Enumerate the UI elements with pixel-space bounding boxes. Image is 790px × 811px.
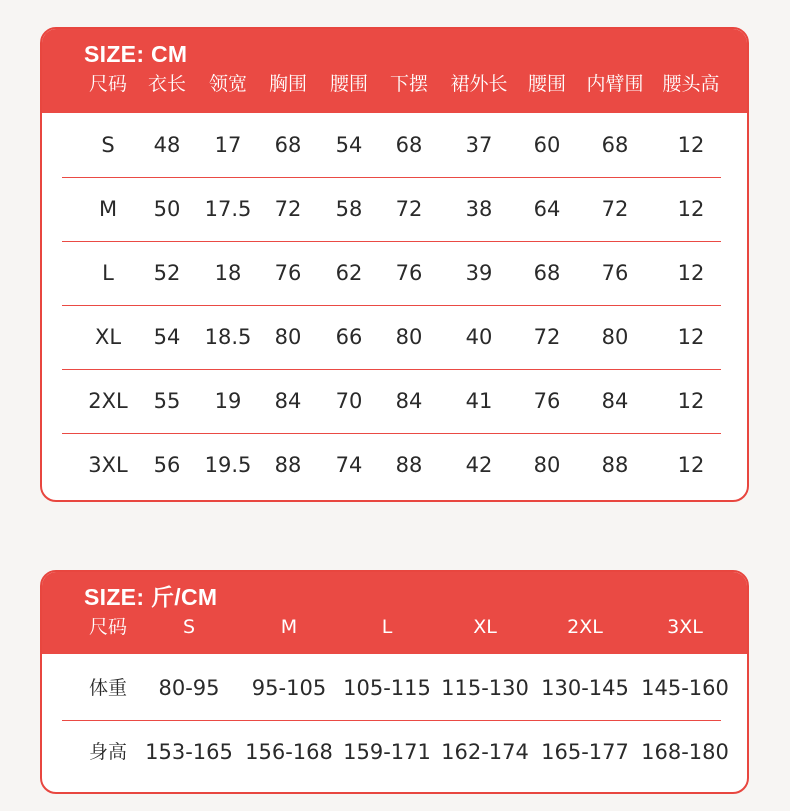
table-cell: 17.5 xyxy=(204,197,252,221)
table-cell: 72 xyxy=(601,197,629,221)
table-cell: 76 xyxy=(601,261,629,285)
table-cell: 12 xyxy=(677,325,705,349)
table-cell: 76 xyxy=(395,261,423,285)
table-cell: 12 xyxy=(677,133,705,157)
size-chart-cm-header xyxy=(42,29,747,113)
table-cell: 40 xyxy=(465,325,493,349)
table-row xyxy=(62,177,721,242)
table-cell: 72 xyxy=(395,197,423,221)
column-header: M xyxy=(280,616,298,638)
row-label: 身高 xyxy=(88,741,128,763)
table-cell: 159-171 xyxy=(343,740,431,764)
table-cell: 80-95 xyxy=(158,676,220,700)
table-cell: 88 xyxy=(601,453,629,477)
table-cell: 105-115 xyxy=(343,676,431,700)
table-cell: 41 xyxy=(465,389,493,413)
size-chart-cm-card xyxy=(40,27,749,502)
row-label: 体重 xyxy=(88,677,128,699)
table-cell: 12 xyxy=(677,197,705,221)
table-cell: 168-180 xyxy=(641,740,729,764)
table-cell: 80 xyxy=(274,325,302,349)
table-cell: 84 xyxy=(395,389,423,413)
table-cell: 52 xyxy=(153,261,181,285)
column-header: 腰头高 xyxy=(662,73,720,95)
table-cell: 88 xyxy=(274,453,302,477)
table-cell: S xyxy=(101,133,115,157)
table-cell: 38 xyxy=(465,197,493,221)
table-cell: 156-168 xyxy=(245,740,333,764)
table-row xyxy=(62,305,721,370)
table-cell: 68 xyxy=(274,133,302,157)
table-cell: 19.5 xyxy=(204,453,252,477)
column-header: 裙外长 xyxy=(450,73,508,95)
table-row xyxy=(62,433,721,497)
table-cell: 84 xyxy=(601,389,629,413)
size-chart-cm-title: SIZE: CM xyxy=(84,41,188,67)
table-cell: 55 xyxy=(153,389,181,413)
table-cell: 60 xyxy=(533,133,561,157)
column-header: 领宽 xyxy=(208,73,248,95)
table-cell: 115-130 xyxy=(441,676,529,700)
table-cell: 68 xyxy=(395,133,423,157)
column-header: 腰围 xyxy=(527,73,567,95)
table-cell: 66 xyxy=(335,325,363,349)
table-cell: 62 xyxy=(335,261,363,285)
table-cell: 18.5 xyxy=(204,325,252,349)
table-cell: 12 xyxy=(677,261,705,285)
table-cell: 39 xyxy=(465,261,493,285)
column-header: L xyxy=(381,616,393,638)
column-header: 尺码 xyxy=(88,73,128,95)
size-chart-weight-title: SIZE: 斤/CM xyxy=(84,584,218,610)
table-cell: 64 xyxy=(533,197,561,221)
table-cell: 70 xyxy=(335,389,363,413)
table-cell: 54 xyxy=(335,133,363,157)
size-chart-weight-header xyxy=(42,572,747,654)
table-cell: 42 xyxy=(465,453,493,477)
table-cell: 58 xyxy=(335,197,363,221)
table-cell: 37 xyxy=(465,133,493,157)
table-cell: 18 xyxy=(214,261,242,285)
size-chart-weight-column-headers xyxy=(42,612,747,642)
table-row xyxy=(62,720,729,784)
table-cell: 50 xyxy=(153,197,181,221)
table-cell: 88 xyxy=(395,453,423,477)
table-cell: 74 xyxy=(335,453,363,477)
table-cell: 12 xyxy=(677,453,705,477)
table-cell: M xyxy=(98,197,118,221)
table-cell: 162-174 xyxy=(441,740,529,764)
table-cell: 72 xyxy=(274,197,302,221)
table-cell: 76 xyxy=(533,389,561,413)
size-chart-weight-card xyxy=(40,570,749,794)
table-row xyxy=(62,113,721,178)
table-cell: 95-105 xyxy=(251,676,327,700)
size-chart-cm-column-headers xyxy=(42,69,747,99)
table-row xyxy=(62,369,721,434)
table-cell: 145-160 xyxy=(641,676,729,700)
table-row xyxy=(62,241,721,306)
table-cell: 80 xyxy=(601,325,629,349)
table-cell: 56 xyxy=(153,453,181,477)
table-cell: 12 xyxy=(677,389,705,413)
table-cell: 54 xyxy=(153,325,181,349)
column-header: 2XL xyxy=(567,616,603,638)
table-cell: 68 xyxy=(533,261,561,285)
table-cell: 68 xyxy=(601,133,629,157)
column-header: 3XL xyxy=(667,616,703,638)
table-cell: 130-145 xyxy=(541,676,629,700)
table-cell: 3XL xyxy=(88,453,128,477)
table-cell: 80 xyxy=(395,325,423,349)
column-header: 内臂围 xyxy=(586,73,644,95)
table-cell: 2XL xyxy=(88,389,128,413)
column-header: 下摆 xyxy=(389,73,429,95)
table-cell: 72 xyxy=(533,325,561,349)
table-cell: 84 xyxy=(274,389,302,413)
table-cell: 165-177 xyxy=(541,740,629,764)
column-header: 胸围 xyxy=(268,73,308,95)
table-cell: 153-165 xyxy=(145,740,233,764)
table-cell: L xyxy=(102,261,114,285)
table-cell: 80 xyxy=(533,453,561,477)
column-header: 腰围 xyxy=(329,73,369,95)
table-cell: 17 xyxy=(214,133,242,157)
column-header: S xyxy=(182,616,196,638)
table-row xyxy=(62,656,729,721)
table-cell: 19 xyxy=(214,389,242,413)
table-cell: XL xyxy=(94,325,122,349)
column-header: 衣长 xyxy=(147,73,187,95)
table-cell: 48 xyxy=(153,133,181,157)
table-cell: 76 xyxy=(274,261,302,285)
column-header: XL xyxy=(473,616,497,638)
column-header: 尺码 xyxy=(88,616,128,638)
